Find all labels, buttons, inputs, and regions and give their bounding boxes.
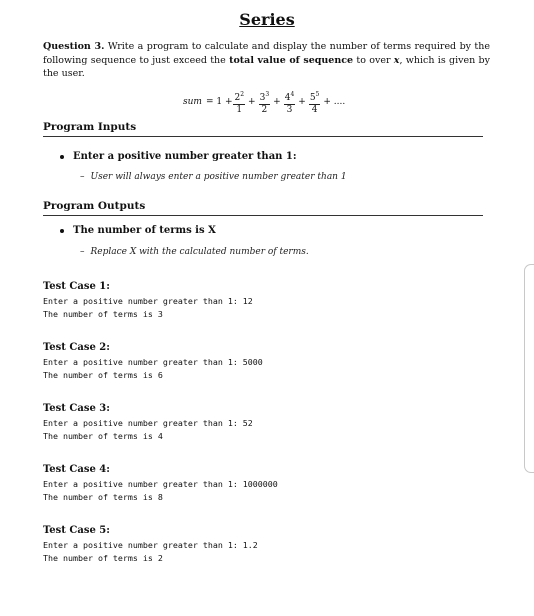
test-case-input-line: Enter a positive number greater than 1: 1000000 <box>43 479 278 489</box>
equation-term: $\frac{5^5}{4}$ <box>309 90 320 115</box>
equation-term: $\frac{2^2}{1}$ <box>234 90 245 115</box>
equation-term: $\frac{3^3}{2}$ <box>259 90 270 115</box>
equation-equals: = 1 + <box>205 97 233 107</box>
question-text-1: Write a program to calculate and display the number of terms required by the following sequence to just exceed the <box>43 41 490 66</box>
question-bold-text: total value of sequence <box>229 54 354 66</box>
equation-lhs: sum <box>183 97 202 107</box>
test-case-output-line: The number of terms is 3 <box>43 309 163 319</box>
scroll-handle[interactable] <box>524 264 534 473</box>
equation-term: $\frac{4^4}{3}$ <box>284 90 295 115</box>
question-paragraph <box>43 40 490 81</box>
test-case-output-line: The number of terms is 4 <box>43 431 163 441</box>
test-case-input-line: Enter a positive number greater than 1: 5000 <box>43 357 263 367</box>
test-case-title: Test Case 1: <box>43 281 110 292</box>
question-text-2: to over <box>353 54 394 66</box>
question-variable: x <box>393 54 400 66</box>
test-case-input-line: Enter a positive number greater than 1: 52 <box>43 418 253 428</box>
test-case-output-line: The number of terms is 2 <box>43 553 163 563</box>
outputs-note: – Replace X with the calculated number of terms. <box>80 247 309 257</box>
test-case-output-line: The number of terms is 6 <box>43 370 163 380</box>
test-case-title: Test Case 3: <box>43 403 110 414</box>
test-case-title: Test Case 5: <box>43 525 110 536</box>
test-case-output-line: The number of terms is 8 <box>43 492 163 502</box>
test-case-title: Test Case 4: <box>43 464 110 475</box>
outputs-heading: Program Outputs <box>43 200 483 216</box>
question-text-3: , which is given by the user. <box>43 54 490 79</box>
question-label: Question 3. <box>43 41 105 52</box>
test-case-input-line: Enter a positive number greater than 1: 12 <box>43 296 253 306</box>
outputs-bullet: The number of terms is X <box>60 225 216 236</box>
inputs-heading: Program Inputs <box>43 121 483 137</box>
inputs-bullet: Enter a positive number greater than 1: <box>60 151 297 162</box>
series-equation: sum = 1 + $\frac{2^2}{1}$ + $\frac{3^3}{2}$ + $\frac{4^4}{3}$ + $\frac{5^5}{4}$ + .... <box>183 90 346 115</box>
test-case-title: Test Case 2: <box>43 342 110 353</box>
inputs-note: – User will always enter a positive number greater than 1 <box>80 172 347 182</box>
test-case-input-line: Enter a positive number greater than 1: 1.2 <box>43 540 258 550</box>
bullet-dot <box>60 155 64 159</box>
page-title: Series <box>239 10 295 29</box>
equation-tail: + .... <box>323 97 346 107</box>
bullet-dot <box>60 229 64 233</box>
